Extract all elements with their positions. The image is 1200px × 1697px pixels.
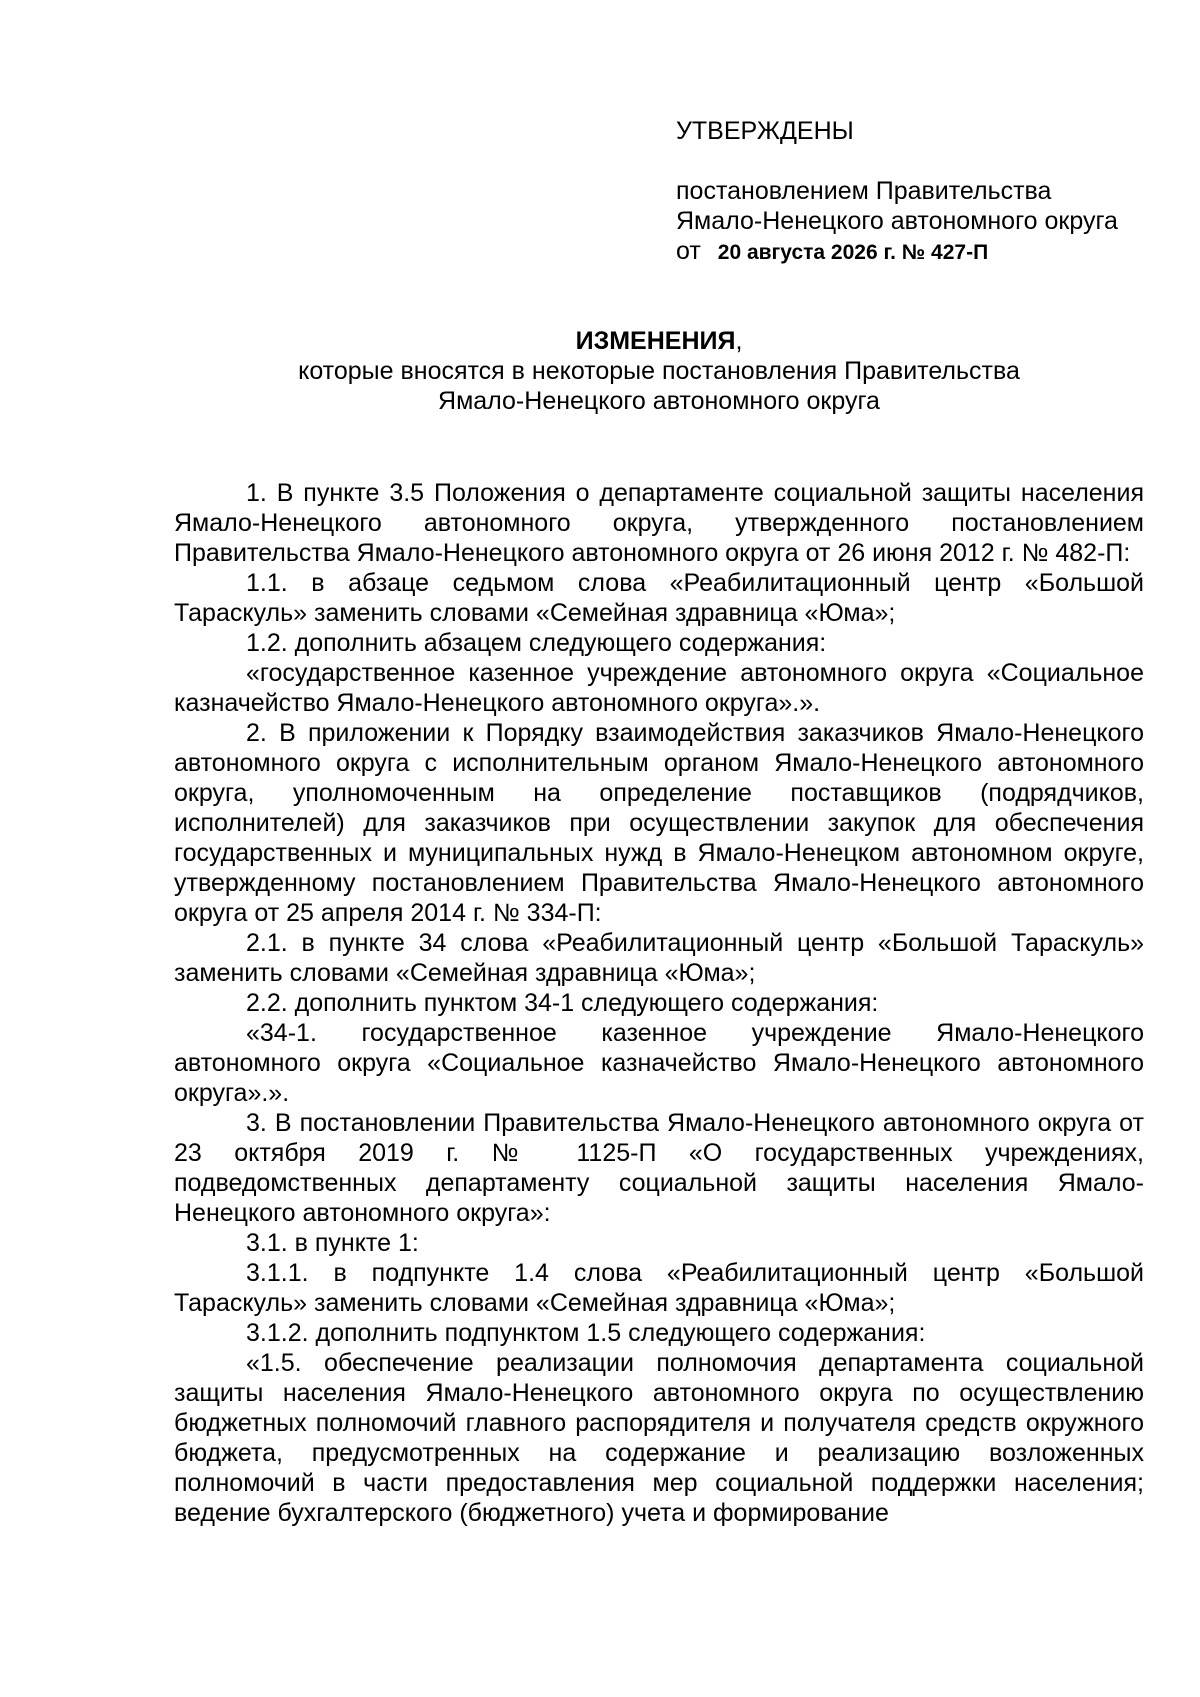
paragraph: 2. В приложении к Порядку взаимодействия заказчиков Ямало-Ненецкого автономного округа с исполнительным органом Ямало-Ненецкого автономного округа, уполномоченным на определение поставщиков (подрядчиков, исполнителей) для заказчиков при осуществлении закупок для обеспечения государственных и муниципальных нужд в Ямало-Ненецком автономном округе, утвержденному постановлением Правительства Ямало-Ненецкого автономного округа от 25 апреля 2014 г. № 334-П:	[174, 719, 1144, 927]
approval-line-1: постановлением Правительства	[676, 177, 1052, 205]
paragraph: 2.2. дополнить пунктом 34-1 следующего содержания:	[246, 989, 879, 1017]
title-line-1	[174, 326, 1144, 356]
paragraph: 3.1.2. дополнить подпунктом 1.5 следующего содержания:	[246, 1319, 926, 1347]
title-main: ИЗМЕНЕНИЯ	[575, 327, 736, 355]
approval-line-2: Ямало-Ненецкого автономного округа	[676, 207, 1118, 235]
paragraph: 3. В постановлении Правительства Ямало-Ненецкого автономного округа от 23 октября 2019 г. № 1125-П «О государственных учреждениях, подведомственных департаменту социальной защиты населения Ямало-Ненецкого автономного округа»:	[174, 1109, 1144, 1227]
title-line-2: которые вносятся в некоторые постановления Правительства	[298, 357, 1020, 385]
paragraph: 2.1. в пункте 34 слова «Реабилитационный центр «Большой Тараскуль» заменить словами «Семейная здравница «Юма»;	[174, 929, 1144, 987]
paragraph: «1.5. обеспечение реализации полномочия департамента социальной защиты населения Ямало-Ненецкого автономного округа по осуществлению бюджетных полномочий главного распорядителя и получателя средств окружного бюджета, предусмотренных на содержание и реализацию возложенных полномочий в части предоставления мер социальной поддержки населения; ведение бухгалтерского (бюджетного) учета и формирование	[174, 1349, 1144, 1527]
approved-label: УТВЕРЖДЕНЫ	[676, 117, 854, 145]
title-suffix: ,	[735, 327, 743, 355]
approval-date-line	[676, 236, 1146, 268]
paragraph: «государственное казенное учреждение автономного округа «Социальное казначейство Ямало-Ненецкого автономного округа».».	[174, 659, 1144, 717]
document-body	[174, 478, 1144, 1528]
date-prefix: от	[676, 237, 701, 265]
paragraph: 1. В пункте 3.5 Положения о департаменте социальной защиты населения Ямало-Ненецкого автономного округа, утвержденного постановлением Правительства Ямало-Ненецкого автономного округа от 26 июня 2012 г. № 482-П:	[174, 479, 1144, 567]
date-value: 20 августа 2026 г. № 427-П	[717, 241, 989, 264]
paragraph: 1.2. дополнить абзацем следующего содержания:	[246, 629, 827, 657]
paragraph: 1.1. в абзаце седьмом слова «Реабилитационный центр «Большой Тараскуль» заменить словами «Семейная здравница «Юма»;	[174, 569, 1144, 627]
approval-block	[676, 116, 1146, 268]
paragraph: 3.1. в пункте 1:	[246, 1229, 419, 1257]
document-title	[174, 326, 1144, 416]
paragraph: «34-1. государственное казенное учреждение Ямало-Ненецкого автономного округа «Социальное казначейство Ямало-Ненецкого автономного округа».».	[174, 1019, 1144, 1107]
paragraph: 3.1.1. в подпункте 1.4 слова «Реабилитационный центр «Большой Тараскуль» заменить словами «Семейная здравница «Юма»;	[174, 1259, 1144, 1317]
title-line-3: Ямало-Ненецкого автономного округа	[438, 387, 880, 415]
